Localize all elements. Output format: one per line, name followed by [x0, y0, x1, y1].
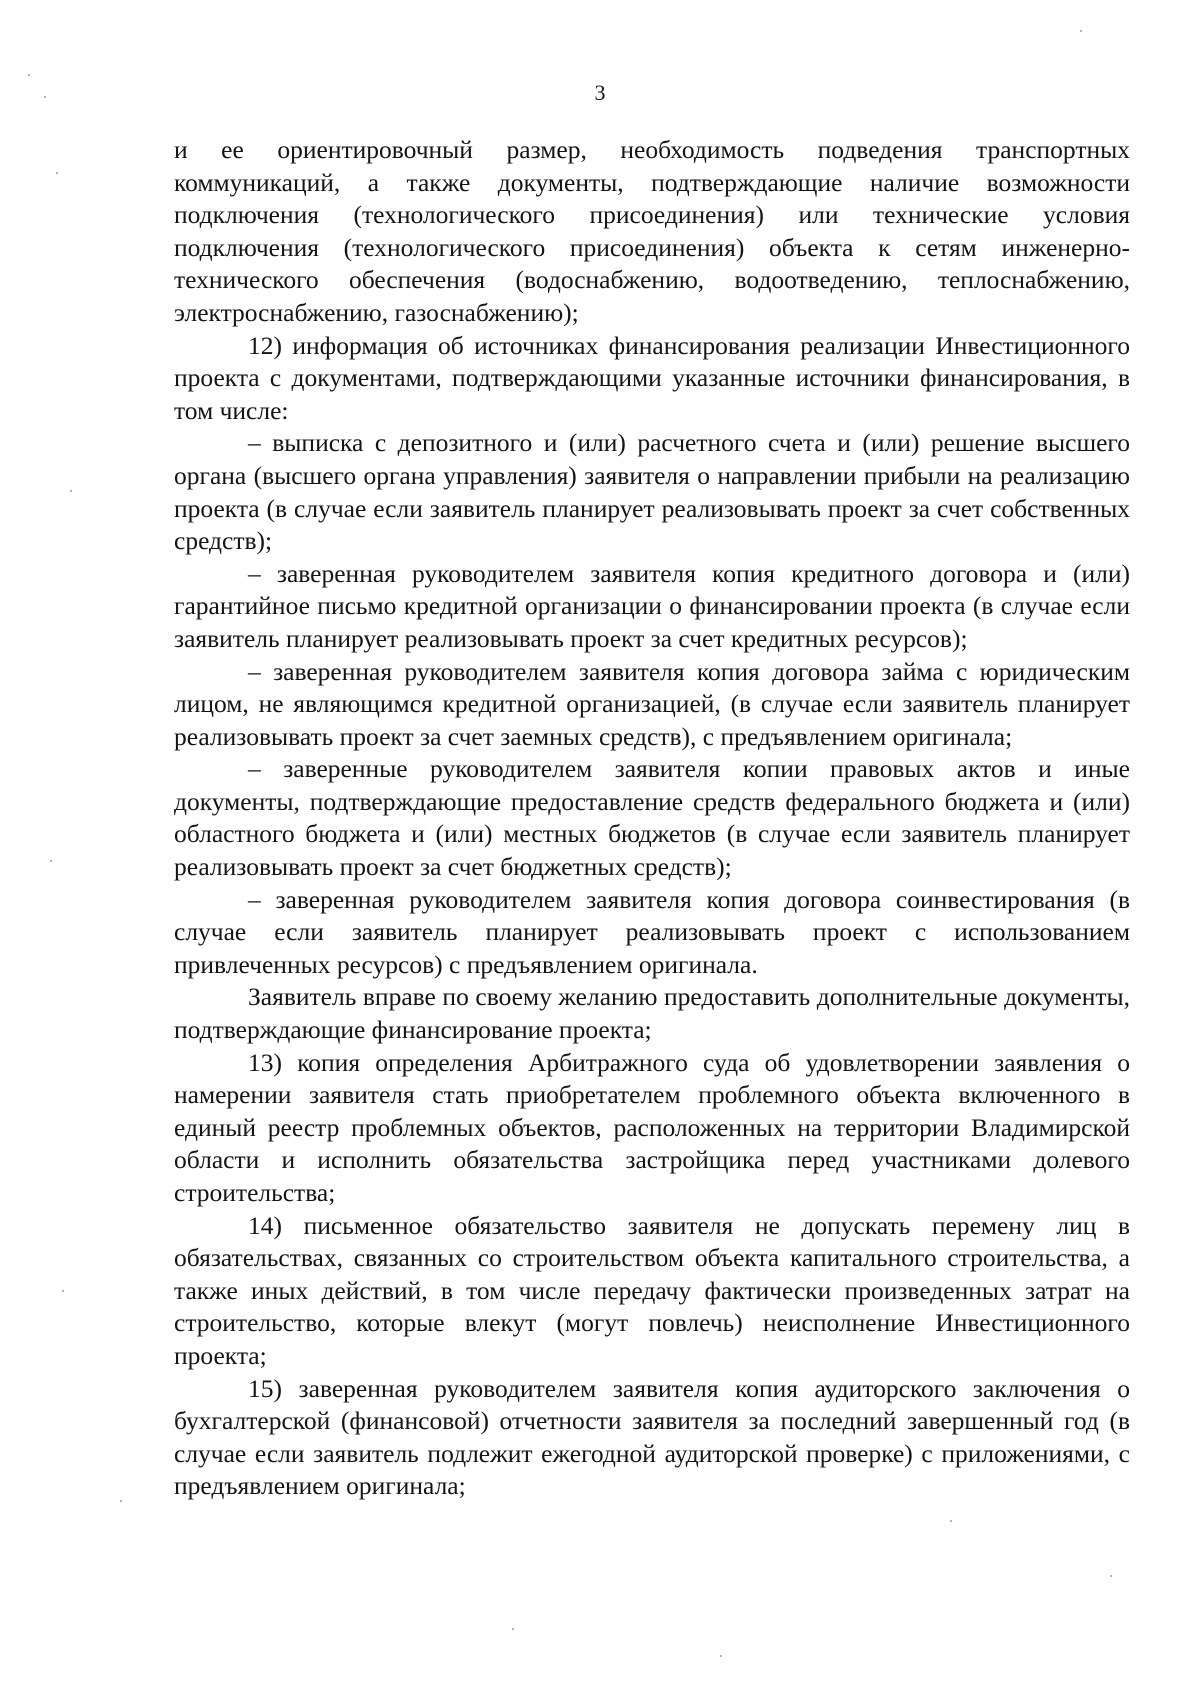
- scan-speck: [50, 860, 52, 862]
- scan-speck: [44, 96, 46, 98]
- subitem-budget-funds: – заверенные руководителем заявителя копии правовых актов и иные документы, подтверждающие предоставление средств федерального бюджета и (или) областного бюджета и (или) местных бюджетов (в случае если заявитель планирует реализовывать проект за счет бюджетных средств);: [174, 754, 1130, 882]
- scan-speck: [1080, 30, 1082, 32]
- additional-documents-paragraph: Заявитель вправе по своему желанию предоставить дополнительные документы, подтверждающие финансирование проекта;: [174, 982, 1130, 1045]
- scan-speck: [720, 1655, 722, 1657]
- scan-speck: [62, 1290, 64, 1292]
- scan-speck: [56, 172, 58, 174]
- item-14-written-obligation: 14) письменное обязательство заявителя не допускать перемену лиц в обязательствах, связанных со строительством объекта капитального строительства, а также иных действий, в том числе передачу фактически произведенных затрат на строительство, которые влекут (могут повлечь) неисполнение Инвестиционного проекта;: [174, 1210, 1130, 1370]
- subitem-loan-agreement: – заверенная руководителем заявителя копия договора займа с юридическим лицом, не являющимся кредитной организацией, (в случае если заявитель планирует реализовывать проект за счет заемных средств), с предъявлением оригинала;: [174, 656, 1130, 751]
- scan-speck: [950, 1520, 952, 1522]
- document-body: [174, 134, 1130, 1503]
- scan-speck: [1110, 1575, 1112, 1577]
- item-15-audit-report: 15) заверенная руководителем заявителя копия аудиторского заключения о бухгалтерской (финансовой) отчетности заявителя за последний завершенный год (в случае если заявитель подлежит ежегодной аудиторской проверке) с приложениями, с предъявлением оригинала;: [174, 1373, 1130, 1501]
- paragraph-continuation: и ее ориентировочный размер, необходимость подведения транспортных коммуникаций, а также документы, подтверждающие наличие возможности подключения (технологического присоединения) или технические условия подключения (технологического присоединения) объекта к сетям инженерно-технического обеспечения (водоснабжению, водоотведению, теплоснабжению, электроснабжению, газоснабжению);: [174, 135, 1130, 327]
- item-13-court-ruling: 13) копия определения Арбитражного суда об удовлетворении заявления о намерении заявителя стать приобретателем проблемного объекта включенного в единый реестр проблемных объектов, расположенных на территории Владимирской области и исполнить обязательства застройщика перед участниками долевого строительства;: [174, 1047, 1130, 1207]
- page-number: 3: [594, 80, 606, 105]
- subitem-coinvestment-agreement: – заверенная руководителем заявителя копия договора соинвестирования (в случае если заявитель планирует реализовывать проект с использованием привлеченных ресурсов) с предъявлением оригинала.: [174, 884, 1130, 979]
- scan-speck: [70, 490, 72, 492]
- scan-speck: [512, 1628, 514, 1630]
- item-12-financing-sources: 12) информация об источниках финансирования реализации Инвестиционного проекта с документами, подтверждающими указанные источники финансирования, в том числе:: [174, 330, 1130, 425]
- subitem-account-statement: – выписка с депозитного и (или) расчетного счета и (или) решение высшего органа (высшего органа управления) заявителя о направлении прибыли на реализацию проекта (в случае если заявитель планирует реализовывать проект за счет собственных средств);: [174, 428, 1130, 556]
- scan-speck: [28, 74, 30, 76]
- scan-speck: [120, 1500, 122, 1502]
- subitem-credit-agreement: – заверенная руководителем заявителя копия кредитного договора и (или) гарантийное письмо кредитной организации о финансировании проекта (в случае если заявитель планирует реализовывать проект за счет кредитных ресурсов);: [174, 558, 1130, 653]
